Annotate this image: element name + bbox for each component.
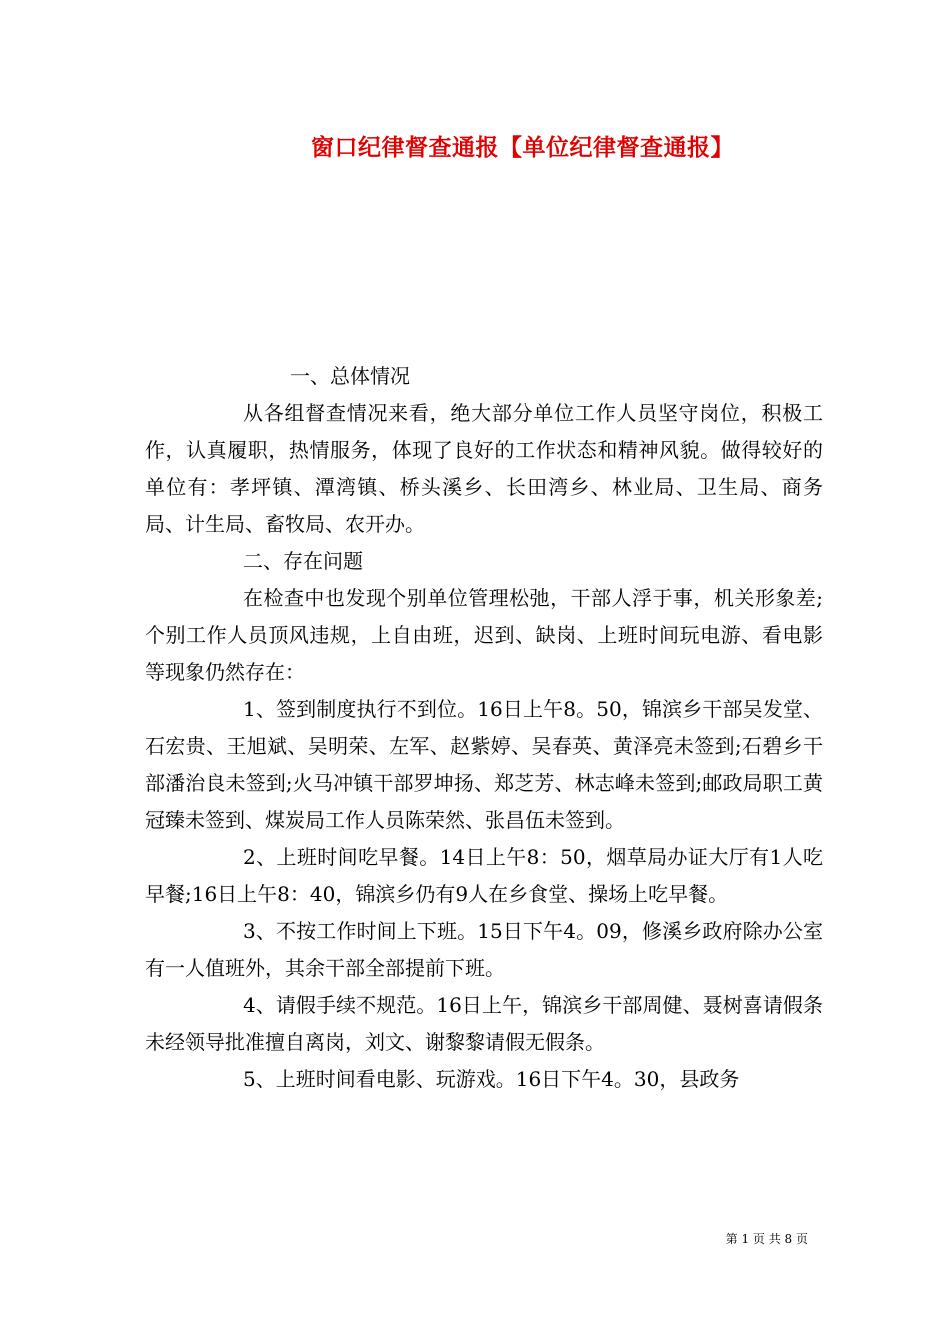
page-number-footer: 第 1 页 共 8 页 [725, 1232, 808, 1246]
paragraph-item-4: 4、请假手续不规范。16日上午，锦滨乡干部周健、聂树喜请假条未经领导批准擅自离岗，刘文、谢黎黎请假无假条。 [145, 993, 823, 1054]
section-heading-problems: 二、存在问题 [243, 549, 363, 573]
document-title: 窗口纪律督查通报【单位纪律督查通报】 [311, 134, 734, 161]
paragraph-item-5: 5、上班时间看电影、玩游戏。16日下午4。30，县政务 [243, 1067, 740, 1091]
paragraph-item-2: 2、上班时间吃早餐。14日上午8：50，烟草局办证大厅有1人吃早餐;16日上午8：40，锦滨乡仍有9人在乡食堂、操场上吃早餐。 [145, 845, 823, 906]
paragraph-item-1: 1、签到制度执行不到位。16日上午8。50，锦滨乡干部吴发堂、石宏贵、王旭斌、吴明荣、左军、赵紫婷、吴春英、黄泽亮未签到;石碧乡干部潘治良未签到;火马冲镇干部罗坤扬、郑芝芳、林志峰未签到;邮政局职工黄冠臻未签到、煤炭局工作人员陈荣然、张昌伍未签到。 [145, 697, 823, 832]
section-heading-overall: 一、总体情况 [290, 364, 410, 388]
paragraph-problems-intro: 在检查中也发现个别单位管理松弛，干部人浮于事，机关形象差;个别工作人员顶风违规，上自由班，迟到、缺岗、上班时间玩电游、看电影等现象仍然存在： [145, 586, 823, 684]
paragraph-overall-situation: 从各组督查情况来看，绝大部分单位工作人员坚守岗位，积极工作，认真履职，热情服务，体现了良好的工作状态和精神风貌。做得较好的单位有：孝坪镇、潭湾镇、桥头溪乡、长田湾乡、林业局、卫生局、商务局、计生局、畜牧局、农开办。 [145, 401, 823, 536]
document-body [145, 358, 823, 1098]
paragraph-item-3: 3、不按工作时间上下班。15日下午4。09，修溪乡政府除办公室有一人值班外，其余干部全部提前下班。 [145, 919, 823, 980]
